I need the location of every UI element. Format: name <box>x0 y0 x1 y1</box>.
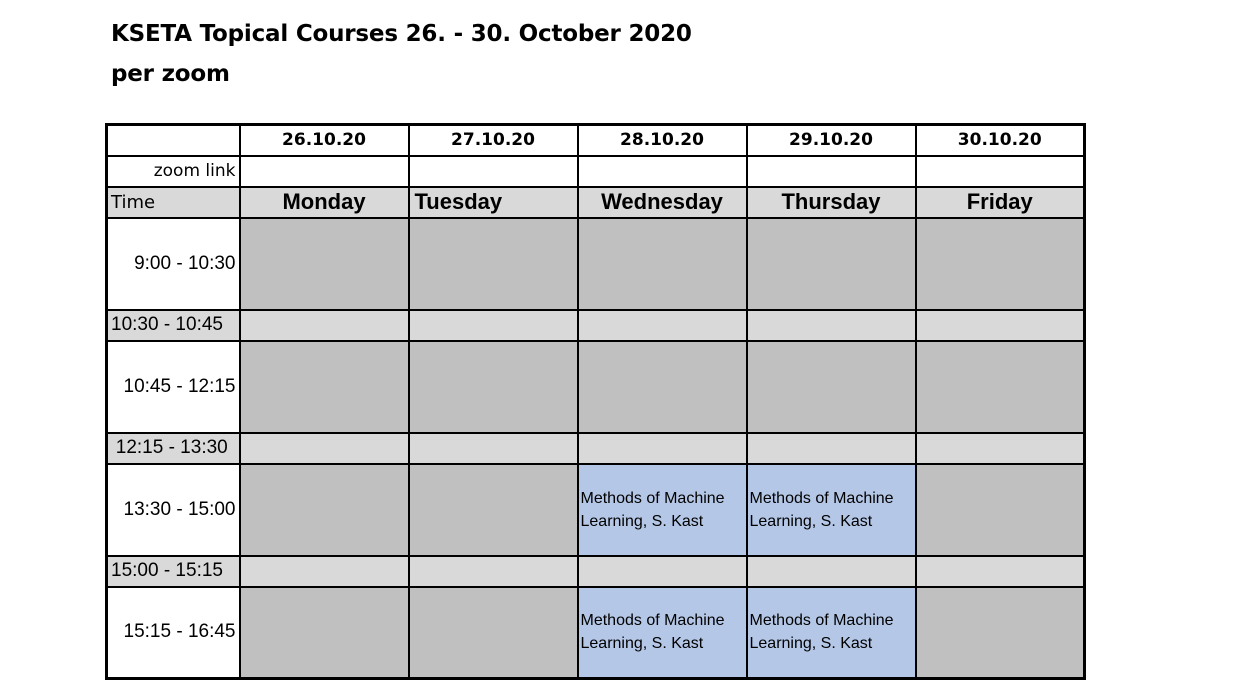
slot-cell <box>747 218 916 310</box>
day-wednesday: Wednesday <box>578 187 747 218</box>
zoom-link-thursday[interactable] <box>747 156 916 187</box>
slot-time: 9:00 - 10:30 <box>107 218 240 310</box>
zoom-link-monday[interactable] <box>240 156 409 187</box>
break-cell <box>578 556 747 587</box>
break-row <box>107 556 1085 587</box>
slot-row <box>107 464 1085 556</box>
time-header: Time <box>107 187 240 218</box>
slot-cell <box>747 341 916 433</box>
break-cell <box>240 556 409 587</box>
slot-time: 10:45 - 12:15 <box>107 341 240 433</box>
break-cell <box>747 433 916 464</box>
break-cell <box>409 310 578 341</box>
break-cell <box>916 433 1085 464</box>
break-cell <box>240 310 409 341</box>
slot-cell <box>240 218 409 310</box>
day-monday: Monday <box>240 187 409 218</box>
slot-cell <box>409 218 578 310</box>
slot-cell <box>916 218 1085 310</box>
slot-time: 15:15 - 16:45 <box>107 587 240 679</box>
zoom-link-tuesday[interactable] <box>409 156 578 187</box>
slot-cell <box>409 587 578 679</box>
document-subtitle: per zoom <box>111 61 230 87</box>
break-row <box>107 310 1085 341</box>
course-wednesday: Methods of Machine Learning, S. Kast <box>578 464 747 556</box>
course-wednesday: Methods of Machine Learning, S. Kast <box>578 587 747 679</box>
slot-cell <box>409 341 578 433</box>
slot-cell <box>916 341 1085 433</box>
break-cell <box>578 310 747 341</box>
schedule-table <box>105 123 1086 680</box>
day-friday: Friday <box>916 187 1085 218</box>
break-cell <box>578 433 747 464</box>
slot-cell <box>409 464 578 556</box>
zoom-link-label: zoom link <box>107 156 240 187</box>
course-thursday: Methods of Machine Learning, S. Kast <box>747 587 916 679</box>
date-friday: 30.10.20 <box>916 125 1085 156</box>
slot-cell <box>240 341 409 433</box>
break-cell <box>409 556 578 587</box>
slot-cell <box>578 341 747 433</box>
slot-row <box>107 587 1085 679</box>
break-cell <box>747 556 916 587</box>
course-thursday: Methods of Machine Learning, S. Kast <box>747 464 916 556</box>
break-cell <box>409 433 578 464</box>
date-wednesday: 28.10.20 <box>578 125 747 156</box>
corner-cell <box>107 125 240 156</box>
date-row <box>107 125 1085 156</box>
slot-row <box>107 218 1085 310</box>
break-time: 10:30 - 10:45 <box>107 310 240 341</box>
date-thursday: 29.10.20 <box>747 125 916 156</box>
slot-cell <box>916 587 1085 679</box>
break-cell <box>747 310 916 341</box>
break-cell <box>916 556 1085 587</box>
break-time: 12:15 - 13:30 <box>107 433 240 464</box>
break-row <box>107 433 1085 464</box>
slot-cell <box>916 464 1085 556</box>
break-time: 15:00 - 15:15 <box>107 556 240 587</box>
document-title: KSETA Topical Courses 26. - 30. October 2020 <box>111 21 692 47</box>
date-monday: 26.10.20 <box>240 125 409 156</box>
slot-cell <box>578 218 747 310</box>
slot-time: 13:30 - 15:00 <box>107 464 240 556</box>
zoom-link-row <box>107 156 1085 187</box>
slot-cell <box>240 587 409 679</box>
zoom-link-friday[interactable] <box>916 156 1085 187</box>
slot-cell <box>240 464 409 556</box>
slot-row <box>107 341 1085 433</box>
zoom-link-wednesday[interactable] <box>578 156 747 187</box>
day-header-row <box>107 187 1085 218</box>
day-thursday: Thursday <box>747 187 916 218</box>
break-cell <box>240 433 409 464</box>
day-tuesday: Tuesday <box>409 187 578 218</box>
date-tuesday: 27.10.20 <box>409 125 578 156</box>
break-cell <box>916 310 1085 341</box>
